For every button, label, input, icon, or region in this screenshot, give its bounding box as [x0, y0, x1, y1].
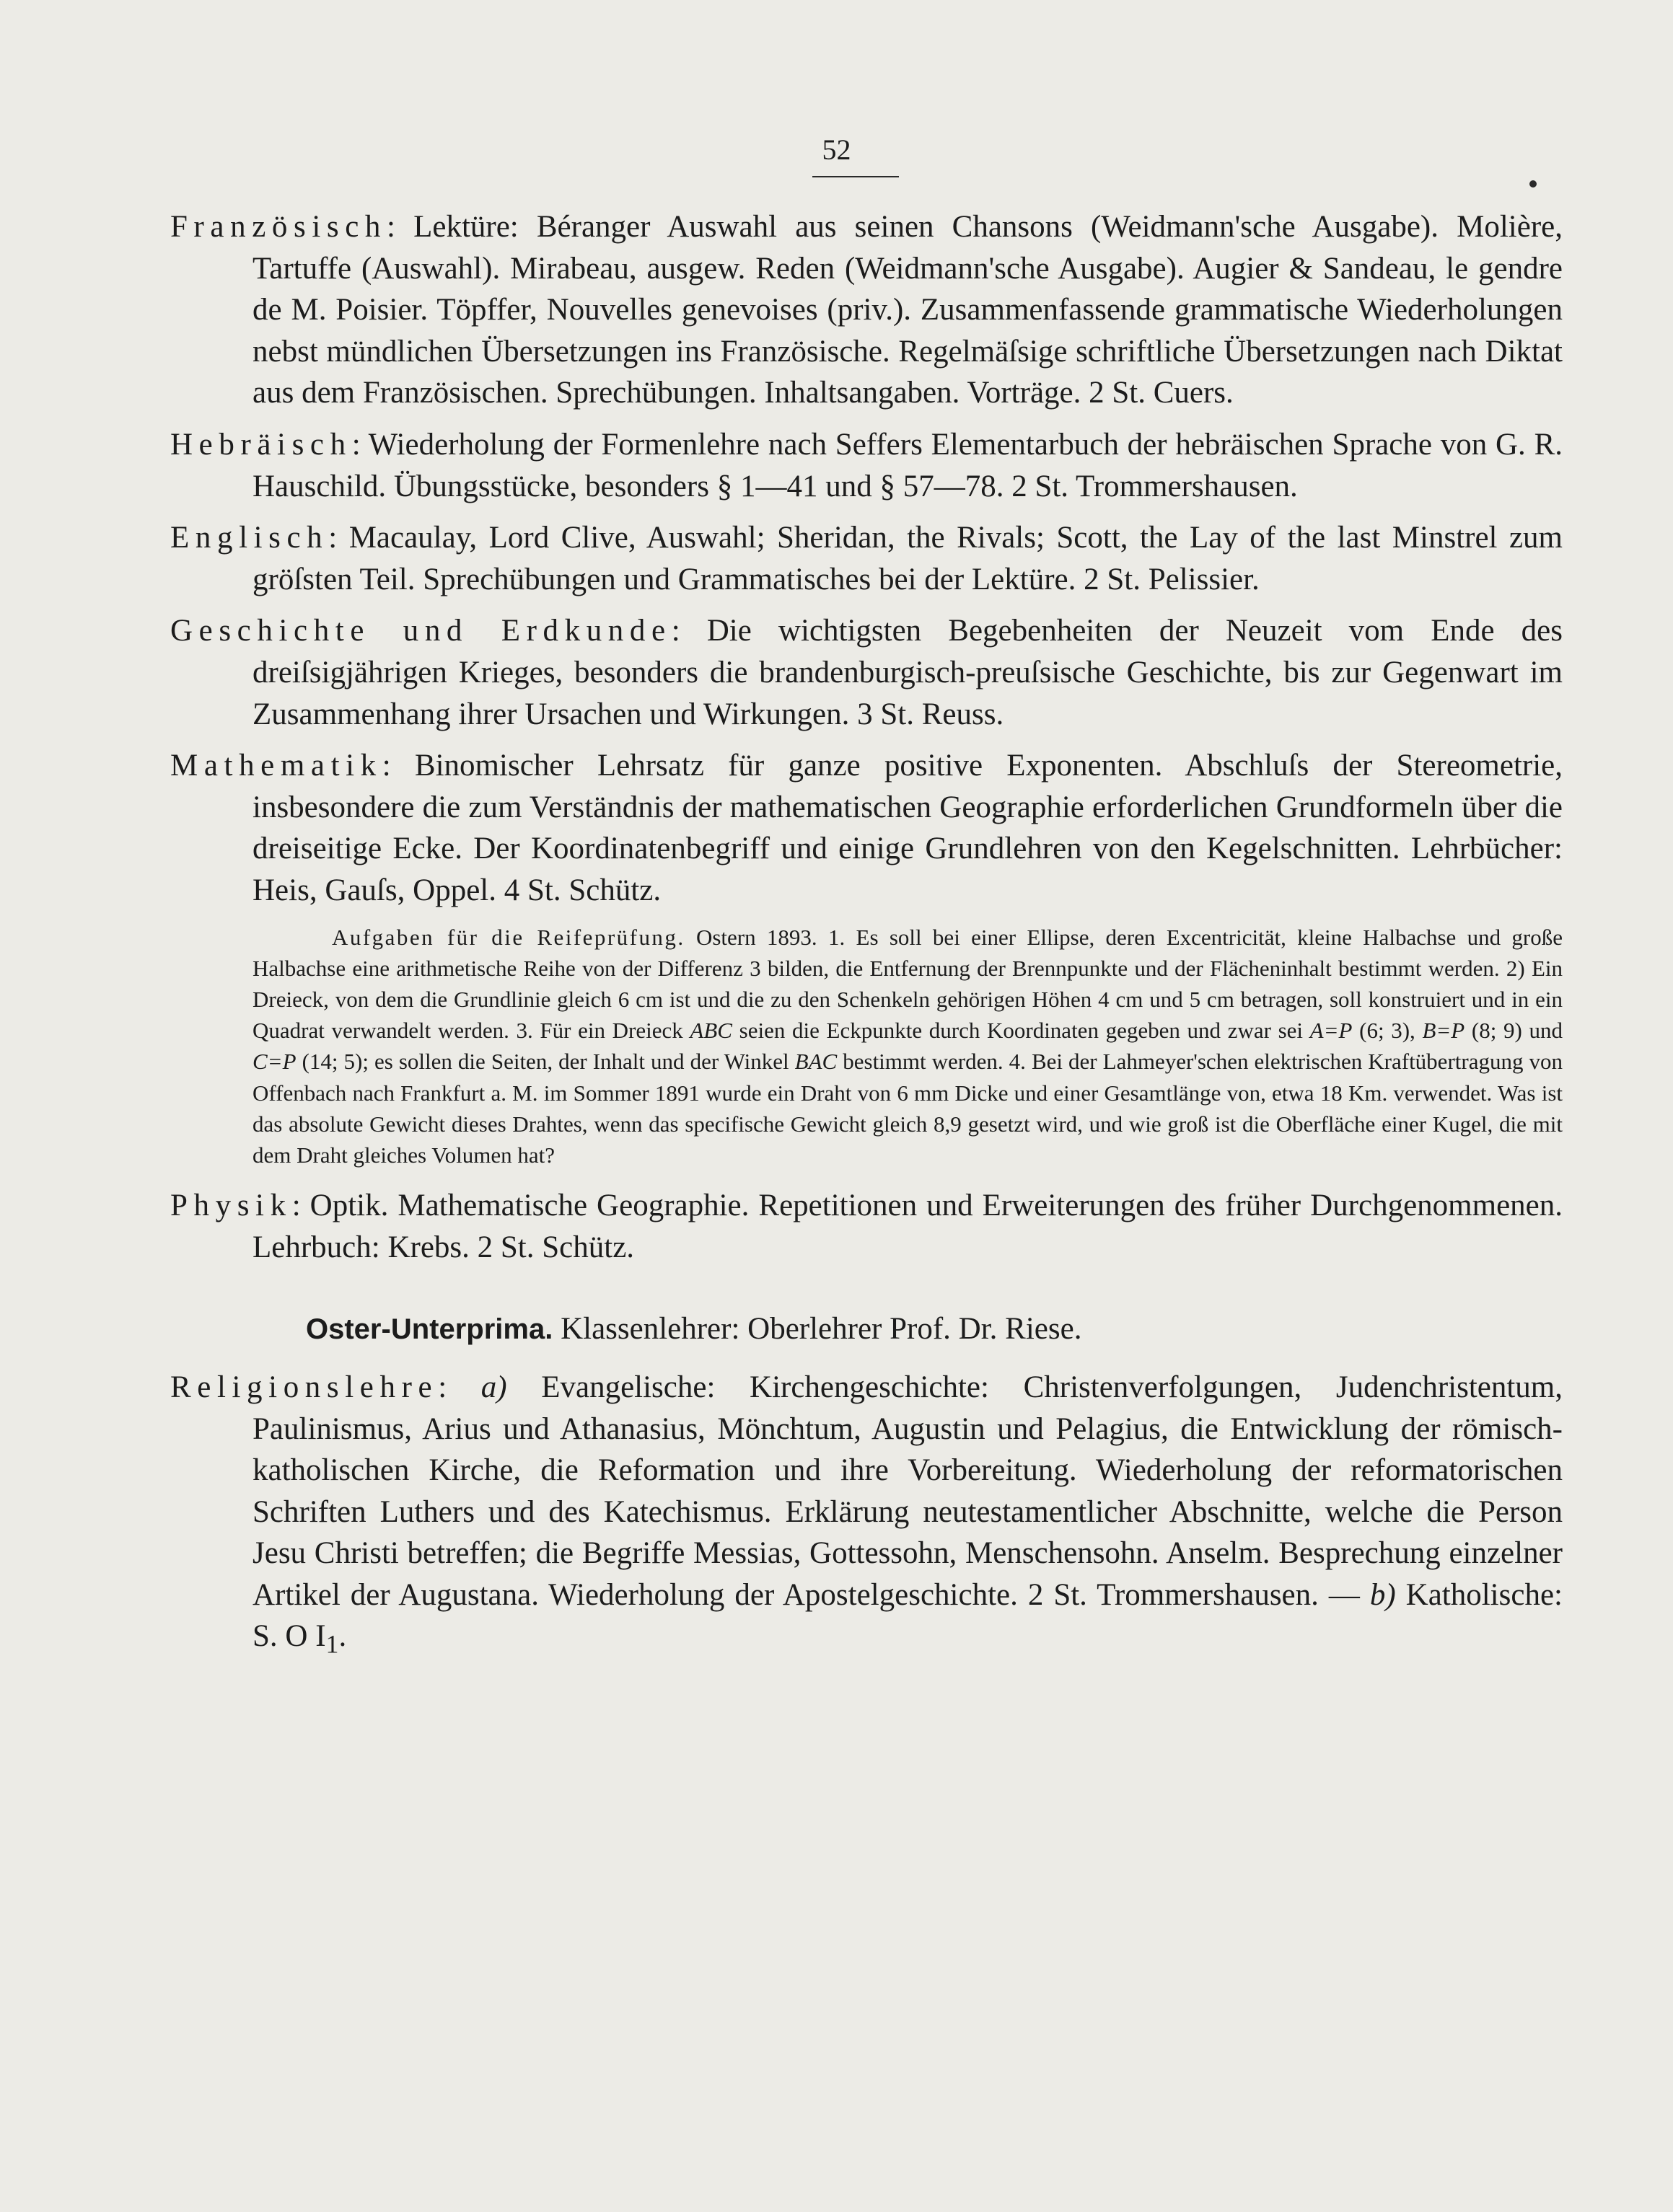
subject-label: Französisch [170, 210, 387, 244]
section-text: : Wiederholung der Formenlehre nach Seffers Elementarbuch der hebräischen Sprache von G. R. Hauschild. Übungsstücke, besonders § 1—41 und § 57—78. 2 St. Trommershausen. [253, 427, 1563, 503]
note-text: Ostern 1893. 1. Es soll bei einer Ellipse, deren Excentricität, kleine Halbachse und große Halbachse eine arithmetische Reihe von der Differenz 3 bilden, die Entfernung der Brennpunkte und der Flächeninhalt bestimmt werden. 2) Ein Dreieck, von dem die Grundlinie gleich 6 cm ist und die zu den Schenkeln gehörigen Höhen 4 cm und 5 cm betragen, soll konstruiert und in ein Quadrat verwandelt werden. 3. Für ein Dreieck [253, 924, 1563, 1044]
section-text: : Lektüre: Béranger Auswahl aus seinen Chansons (Weidmann'sche Ausgabe). Molière, Tartuffe (Auswahl). Mirabeau, ausgew. Reden (Weidmann'sche Ausgabe). Augier & Sandeau, le gendre de M. Poisier. Töpffer, Nouvelles genevoises (priv.). Zusammenfassende grammatische Wiederholungen nebst mündlichen Übersetzungen ins Französische. Regelmäſsige schriftliche Übersetzungen nach Diktat aus dem Französischen. Sprechübungen. Inhaltsangaben. Vorträge. 2 St. Cuers. [253, 210, 1563, 410]
subject-label: Physik [170, 1189, 292, 1223]
section-text: : Optik. Mathematische Geographie. Repetitionen und Erweiterungen des früher Durchgenommenen. Lehrbuch: Krebs. 2 St. Schütz. [253, 1189, 1563, 1264]
note-text: bestimmt werden. 4. Bei der Lahmeyer'schen elektrischen Kraftübertragung von Offenbach nach Frankfurt a. M. im Sommer 1891 wurde ein Draht von 6 mm Dicke und einer Gesamtlänge von, etwa 18 Km. verwendet. Was ist das absolute Gewicht dieses Drahtes, wenn das specifische Gewicht gleich 8,9 gesetzt wird, und wie groß ist die Oberfläche einer Kugel, die mit dem Draht gleiches Volumen hat? [253, 1049, 1563, 1168]
note-text: (8; 9) und [1465, 1018, 1563, 1044]
math-term: C=P [253, 1049, 297, 1075]
section-text: : Macaulay, Lord Clive, Auswahl; Sheridan, the Rivals; Scott, the Lay of the last Minstrel zum gröſsten Teil. Sprechübungen und Grammatisches bei der Lektüre. 2 St. Pelissier. [253, 521, 1563, 596]
subject-label: Religionslehre [170, 1370, 439, 1404]
note-text: (14; 5); es sollen die Seiten, der Inhalt und der Winkel [296, 1049, 795, 1075]
page-number: 52 [822, 133, 851, 166]
note-text: seien die Eckpunkte durch Koordinaten gegeben und zwar sei [732, 1018, 1310, 1044]
enum-label: a) [480, 1370, 507, 1404]
note-text: (6; 3), [1352, 1018, 1423, 1044]
class-name: Oster-Unterprima. [306, 1313, 553, 1346]
subscript: 1 [325, 1630, 339, 1660]
section-text: : Die wichtigsten Begebenheiten der Neuzeit vom Ende des dreiſsigjährigen Krieges, besonders die brandenburgisch-preuſsische Geschichte, bis zur Gegenwart im Zusammenhang ihrer Ursachen und Wirkungen. 3 St. Reuss. [253, 614, 1563, 731]
math-term: A=P [1309, 1018, 1353, 1044]
subject-label: Geschichte und Erdkunde [170, 614, 672, 648]
section-englisch [170, 517, 1563, 600]
section-text: : Binomischer Lehrsatz für ganze positive Exponenten. Abschluſs der Stereometrie, insbesondere die zum Verständnis der mathematischen Geographie erforderlichen Grundformeln über die dreiseitige Ecke. Der Koordinatenbegriff und einige Grundlehren von den Kegelschnitten. Lehrbücher: Heis, Gauſs, Oppel. 4 St. Schütz. [253, 749, 1563, 907]
subject-label: Mathematik [170, 749, 382, 783]
note-lead: Aufgaben für die Reifeprüfung. [332, 924, 685, 950]
section-physik [170, 1185, 1563, 1268]
section-hebraeisch [170, 424, 1563, 507]
class-teacher: Klassenlehrer: Oberlehrer Prof. Dr. Riese. [553, 1312, 1082, 1347]
math-term: BAC [794, 1049, 838, 1075]
section-text: Evangelische: Kirchengeschichte: Christenverfolgungen, Judenchristentum, Paulinismus, Arius und Athanasius, Mönchtum, Augustin und Pelagius, die Entwicklung der römisch-katholischen Kirche, die Reformation und ihre Vorbereitung. Wiederholung der reformatorischen Schriften Luthers und des Katechismus. Erklärung neutestamentlicher Abschnitte, welche die Person Jesu Christi betreffen; die Begriffe Messias, Gottessohn, Menschensohn. Anselm. Besprechung einzelner Artikel der Augustana. Wiederholung der Apostelgeschichte. 2 St. Trommershausen. — [253, 1370, 1563, 1612]
page-content [170, 206, 1563, 1676]
exam-problems-note [253, 922, 1563, 1171]
section-text: : [438, 1370, 481, 1404]
section-geschichte [170, 610, 1563, 735]
enum-label: b) [1369, 1577, 1396, 1612]
section-text: Katholische: S. O I [253, 1577, 1563, 1654]
subject-label: Englisch [170, 521, 329, 555]
section-franzoesisch [170, 206, 1563, 414]
section-mathematik [170, 745, 1563, 911]
class-heading [170, 1308, 1563, 1351]
math-term: B=P [1422, 1018, 1465, 1044]
section-religionslehre [170, 1367, 1563, 1666]
page-number-rule [812, 176, 899, 177]
math-term: ABC [690, 1018, 732, 1044]
subject-label: Hebräisch [170, 427, 352, 462]
section-text: . [338, 1619, 347, 1654]
ink-mark [1529, 180, 1537, 188]
